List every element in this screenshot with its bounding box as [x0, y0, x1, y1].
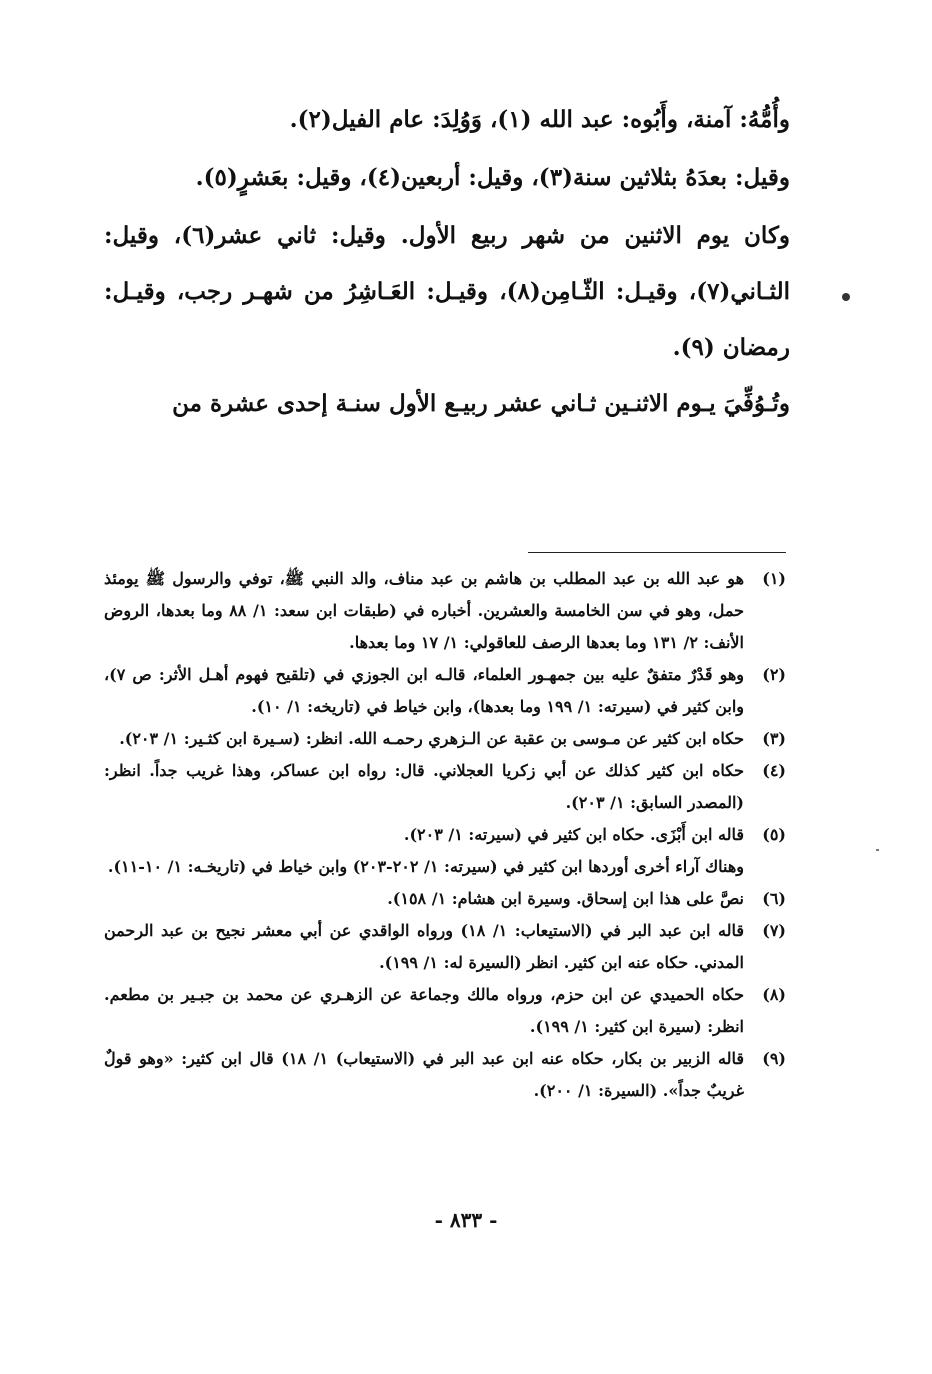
footnote-item [104, 915, 786, 979]
footnote-continuation [104, 851, 786, 883]
footnote-number: (٧) [762, 921, 786, 940]
footnote-text: قاله ابن عبد البر في (الاستيعاب: ١/ ١٨) ورواه الواقدي عن أبي معشر نجيح بن عبد الرحمن المدني. حكاه عنه ابن كثير. انظر (السيرة له: ١/ ١٩٩). [104, 921, 744, 972]
footnote-item [104, 979, 786, 1043]
footnote-number: (١) [762, 569, 786, 588]
footnote-item [104, 723, 786, 755]
footnote-item [104, 819, 786, 851]
footnote-text: وهناك آراء أخرى أوردها ابن كثير في (سيرته: ١/ ٢٠٢-٢٠٣) وابن خياط في (تاريخـه: ١/ ١٠-١١). [107, 857, 744, 876]
footnote-item [104, 659, 786, 723]
main-text [104, 92, 790, 432]
footnote-text: قاله ابن أَبْزَى. حكاه ابن كثير في (سيرته: ١/ ٢٠٣). [403, 825, 744, 844]
footnote-item [104, 1043, 786, 1107]
footnote-text: وهو قَدْرٌ متفقٌ عليه بين جمهـور العلماء، قالـه ابن الجوزي في (تلقيح فهوم أهـل الأثر: ص ٧)، وابن كثير في (سيرته: ١/ ١٩٩ وما بعدها)، وابن خياط في (تاريخه: ١/ ١٠). [104, 665, 744, 716]
footnote-text: قاله الزبير بن بكار، حكاه عنه ابن عبد البر في (الاستيعاب) ١/ ١٨) قال ابن كثير: «وهو قولٌ غريبٌ جداً». (السيرة: ١/ ٢٠٠). [104, 1049, 744, 1100]
footnote-item [104, 883, 786, 915]
footnote-item [104, 755, 786, 819]
page-number: - ٨٣٣ - [434, 1208, 498, 1232]
main-paragraph: وكان يوم الاثنين من شهر ربيع الأول. وقيل: ثاني عشر(٦)، وقيل: الثـاني(٧)، وقيـل: الثّـامِن(٨)، وقيـل: العَـاشِرُ من شهـر رجب، وقيـل: رمضان (٩). [104, 222, 790, 361]
footnote-text: حكاه ابن كثير كذلك عن أبي زكريا العجلاني. قال: رواه ابن عساكر، وهذا غريب جداً. انظر: (المصدر السابق: ١/ ٢٠٣). [104, 761, 744, 812]
footnote-number: (٣) [762, 729, 786, 748]
margin-ink-mark [842, 293, 850, 301]
footnote-text: هو عبد الله بن عبد المطلب بن هاشم بن عبد مناف، والد النبي ﷺ، توفي والرسول ﷺ يومئذ حمل، وهو في سن الخامسة والعشرين. أخباره في (طبقات ابن سعد: ١/ ٨٨ وما بعدها، الروض الأنف: ٢/ ١٣١ وما بعدها الرصف للعاقولي: ١/ ١٧ وما بعدها. [104, 569, 745, 652]
footnote-text: حكاه ابن كثير عن مـوسى بن عقبة عن الـزهري رحمـه الله. انظر: (سـيرة ابن كثـير: ١/ ٢٠٣). [119, 729, 744, 748]
footnote-number: (٢) [762, 665, 786, 684]
footnote-number: (٥) [762, 825, 786, 844]
footnote-number: (٩) [762, 1049, 786, 1068]
footnotes [104, 563, 786, 1107]
footnote-number: (٤) [762, 761, 786, 780]
footnote-text: نصَّ على هذا ابن إسحاق. وسيرة ابن هشام: ١/ ١٥٨). [387, 889, 744, 908]
footnote-separator [528, 552, 786, 553]
footnote-text: حكاه الحميدي عن ابن حزم، ورواه مالك وجماعة عن الزهـري عن محمد بن جبـير بن مطعم. انظر: (سيرة ابن كثير: ١/ ١٩٩). [104, 985, 744, 1036]
footnote-number: (٨) [762, 985, 786, 1004]
main-paragraph: وتُـوُفِّيَ يـوم الاثنـين ثـاني عشر ربيـع الأول سنـة إحدى عشرة من [172, 390, 790, 417]
main-paragraph: وأُمُّهُ: آمنة، وأَبُوه: عبد الله (١)، وَوُلِدَ: عام الفيل(٢). [289, 106, 790, 133]
footnote-number: (٦) [762, 889, 786, 908]
footnote-item [104, 563, 786, 659]
main-paragraph: وقيل: بعدَهُ بثلاثين سنة(٣)، وقيل: أربعين(٤)، وقيل: بعَشرٍ(٥). [195, 164, 790, 191]
margin-speck [876, 849, 879, 851]
